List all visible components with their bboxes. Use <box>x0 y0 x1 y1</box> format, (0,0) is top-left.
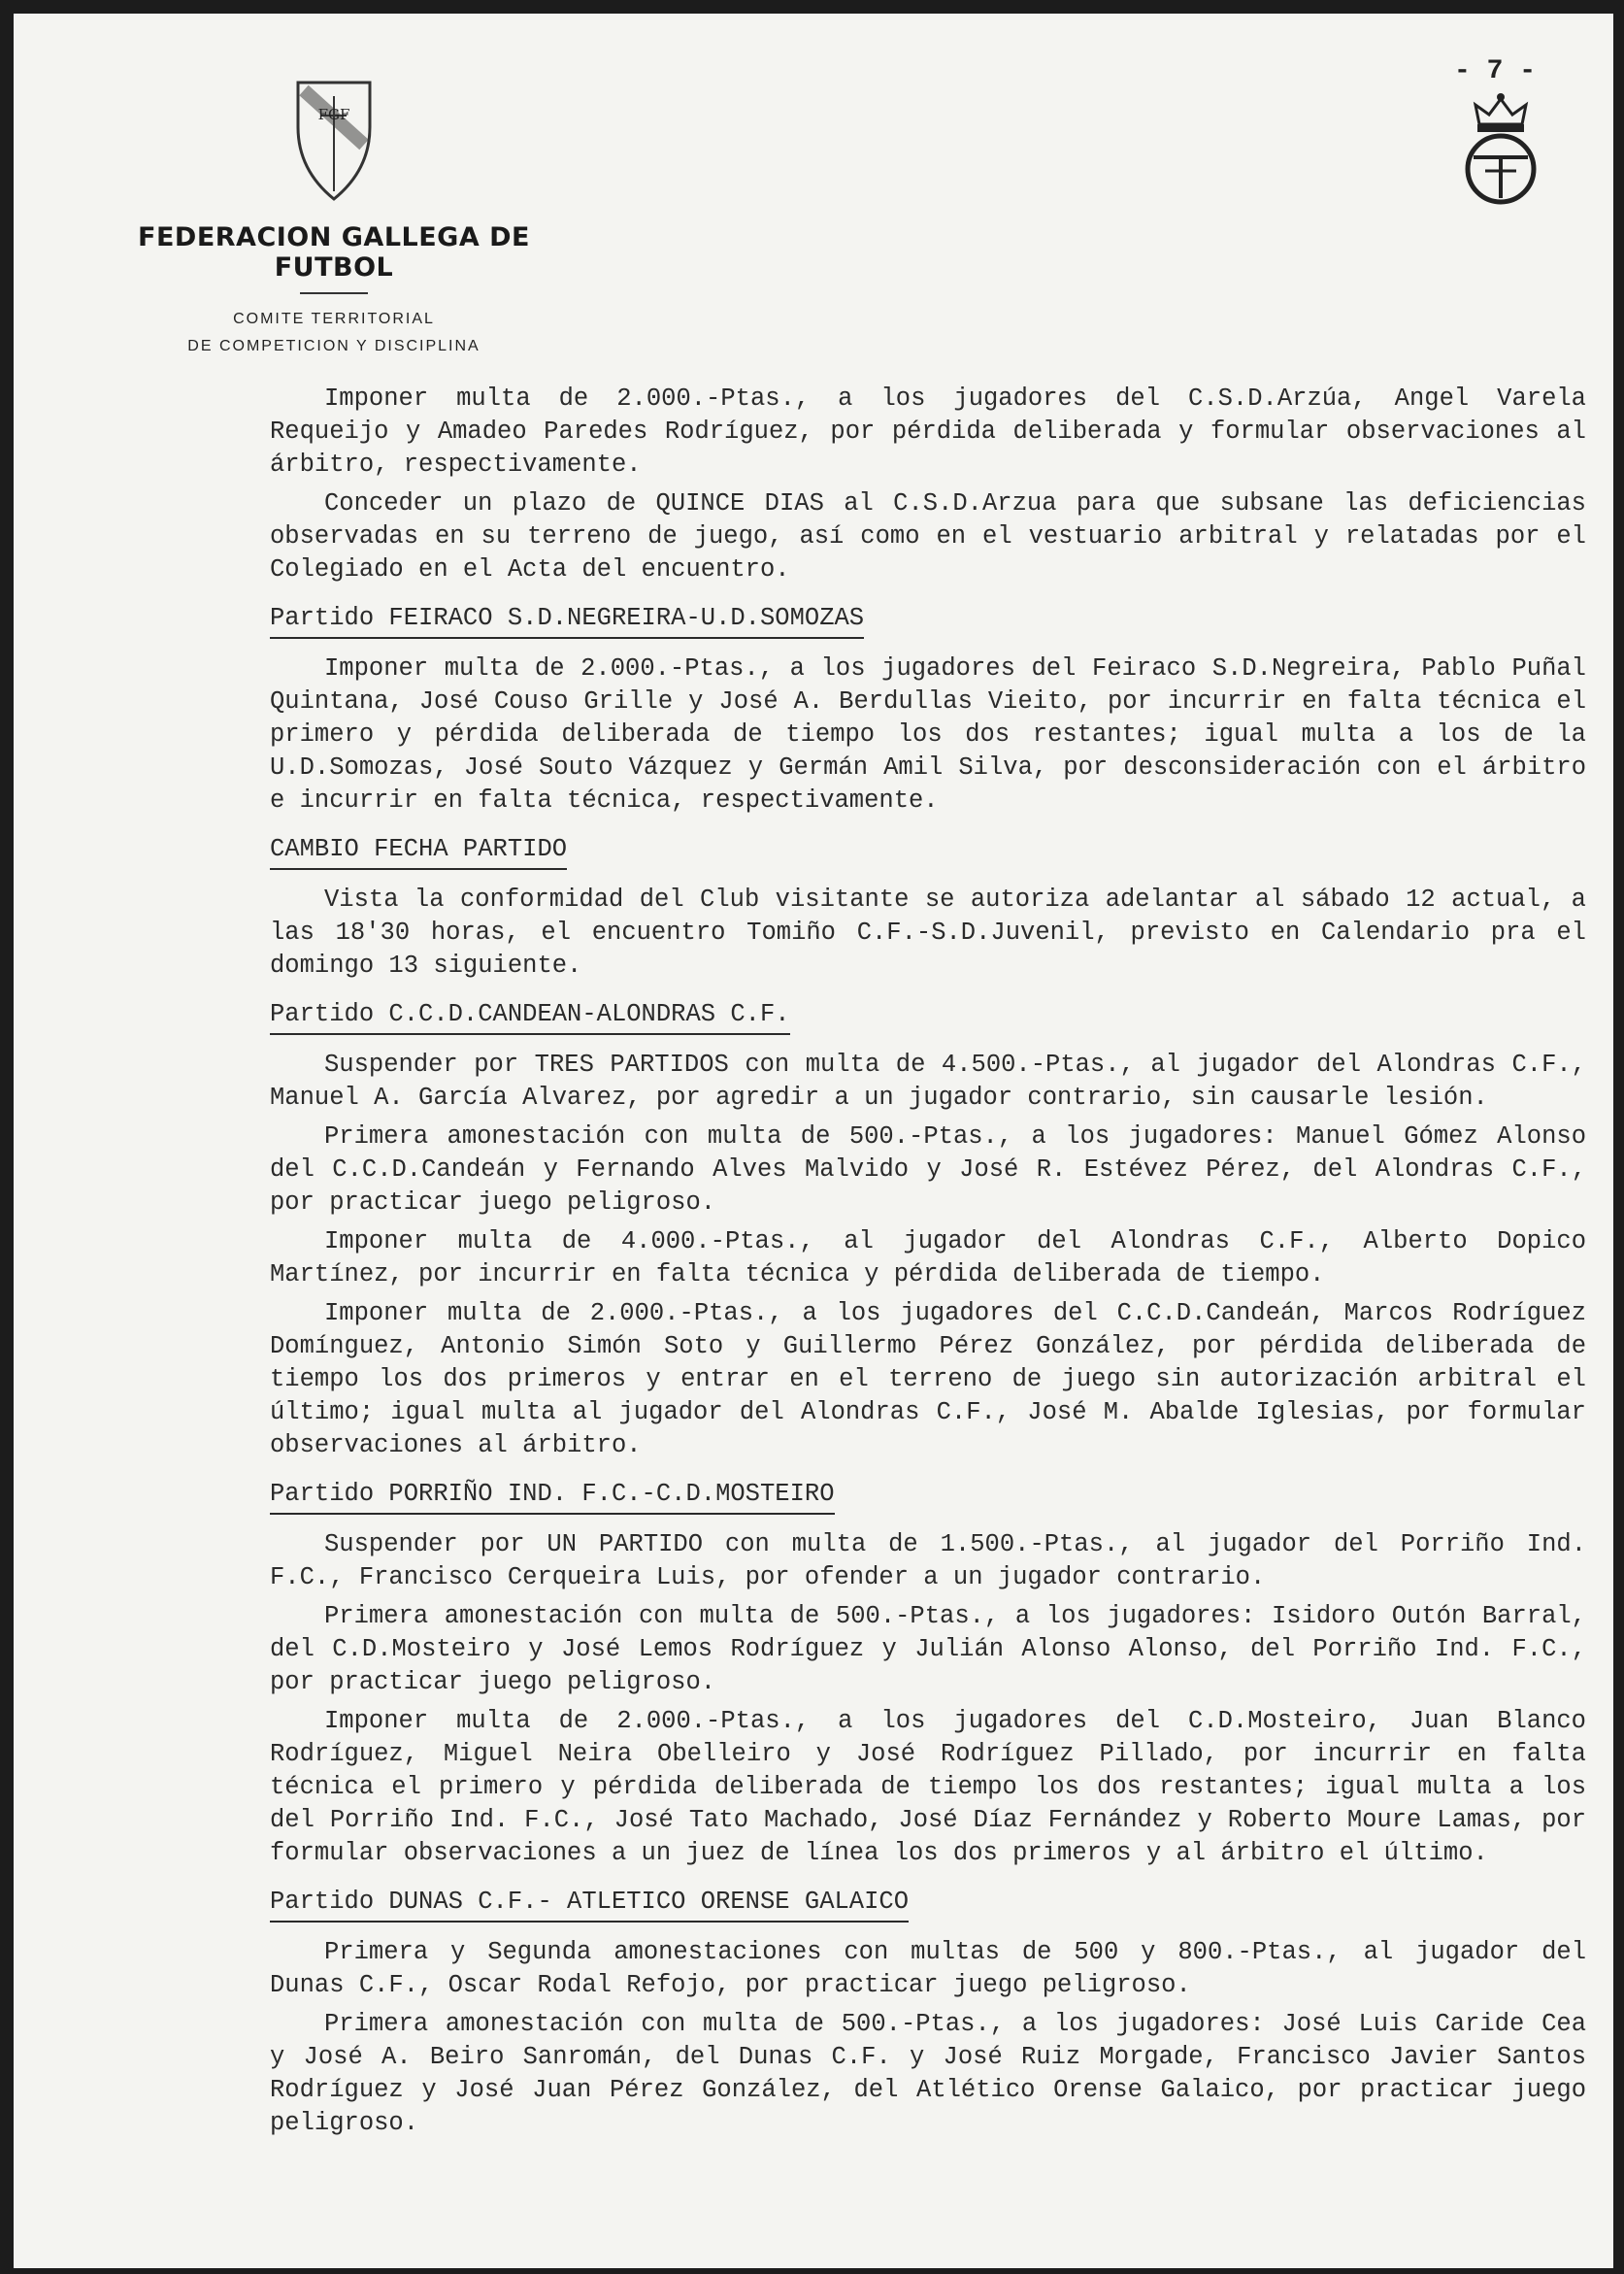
page-number: - 7 - <box>1454 56 1537 86</box>
resolutions-body <box>270 383 1586 2146</box>
resolution-paragraph: Imponer multa de 2.000.-Ptas., a los jugadores del C.D.Mosteiro, Juan Blanco Rodríguez, Miguel Neira Obelleiro y José Rodríguez Pillado, por incurrir en falta técnica el primero y pérdida deliberada de tiempo los dos restantes; igual multa a los del Porriño Ind. F.C., José Tato Machado, José Díaz Fernández y Roberto Moure Lamas, por formular observaciones a un juez de línea los dos primeros y al árbitro el último. <box>270 1707 1586 1867</box>
resolution-paragraph: Suspender por UN PARTIDO con multa de 1.500.-Ptas., al jugador del Porriño Ind. F.C., Francisco Cerqueira Luis, por ofender a un jugador contrario. <box>270 1530 1586 1591</box>
resolution-paragraph: Vista la conformidad del Club visitante se autoriza adelantar al sábado 12 actual, a las 18'30 horas, el encuentro Tomiño C.F.-S.D.Juvenil, previsto en Calendario pra el domingo 13 siguiente. <box>270 886 1586 980</box>
match-heading: Partido C.C.D.CANDEAN-ALONDRAS C.F. <box>270 998 790 1035</box>
resolution-paragraph: Suspender por TRES PARTIDOS con multa de 4.500.-Ptas., al jugador del Alondras C.F., Manuel A. García Alvarez, por agredir a un jugador contrario, sin causarle lesión. <box>270 1051 1586 1112</box>
resolution-paragraph: Primera amonestación con multa de 500.-Ptas., a los jugadores: José Luis Caride Cea y José A. Beiro Sanromán, del Dunas C.F. y José Ruiz Morgade, Francisco Javier Santos Rodríguez y José Juan Pérez González, del Atlético Orense Galaico, por practicar juego peligroso. <box>270 2010 1586 2137</box>
committee-name-line1: COMITE TERRITORIAL <box>233 311 435 327</box>
resolution-paragraph: Imponer multa de 2.000.-Ptas., a los jugadores del Feiraco S.D.Negreira, Pablo Puñal Quintana, José Couso Grille y José A. Berdullas Vieito, por incurrir en falta técnica el primero y pérdida deliberada de tiempo los dos restantes; igual multa a los de la U.D.Somozas, José Souto Vázquez y Germán Amil Silva, por desconsideración con el árbitro e incurrir en falta técnica, respectivamente. <box>270 654 1586 815</box>
section-heading: CAMBIO FECHA PARTIDO <box>270 833 567 870</box>
federation-name: FEDERACION GALLEGA DE FUTBOL <box>138 222 530 283</box>
royal-crest-logo <box>1456 89 1545 206</box>
resolution-paragraph: Primera y Segunda amonestaciones con multas de 500 y 800.-Ptas., al jugador del Dunas C.F., Oscar Rodal Refojo, por practicar juego peligroso. <box>270 1938 1586 1999</box>
resolution-paragraph: Imponer multa de 4.000.-Ptas., al jugador del Alondras C.F., Alberto Dopico Martínez, por incurrir en falta técnica y pérdida deliberada de tiempo. <box>270 1227 1586 1288</box>
match-heading: Partido DUNAS C.F.- ATLETICO ORENSE GALAICO <box>270 1886 909 1923</box>
federation-shield-logo <box>294 77 374 203</box>
document-page <box>14 14 1613 2268</box>
header-divider <box>300 292 368 294</box>
match-heading: Partido PORRIÑO IND. F.C.-C.D.MOSTEIRO <box>270 1478 835 1515</box>
letterhead <box>111 77 557 360</box>
committee-name-line2: DE COMPETICION Y DISCIPLINA <box>187 338 481 354</box>
resolution-paragraph: Imponer multa de 2.000.-Ptas., a los jugadores del C.C.D.Candeán, Marcos Rodríguez Domínguez, Antonio Simón Soto y Guillermo Pérez González, por pérdida deliberada de tiempo los dos primeros y entrar en el terreno de juego sin autorización arbitral el último; igual multa al jugador del Alondras C.F., José M. Abalde Iglesias, por formular observaciones al árbitro. <box>270 1299 1586 1459</box>
svg-text:FGF: FGF <box>317 106 350 123</box>
resolution-paragraph: Imponer multa de 2.000.-Ptas., a los jugadores del C.S.D.Arzúa, Angel Varela Requeijo y Amadeo Paredes Rodríguez, por pérdida deliberada y formular observaciones al árbitro, respectivamente. <box>270 385 1586 479</box>
resolution-paragraph: Primera amonestación con multa de 500.-Ptas., a los jugadores: Manuel Gómez Alonso del C.C.D.Candeán y Fernando Alves Malvido y José R. Estévez Pérez, del Alondras C.F., por practicar juego peligroso. <box>270 1122 1586 1217</box>
match-heading: Partido FEIRACO S.D.NEGREIRA-U.D.SOMOZAS <box>270 602 864 639</box>
resolution-paragraph: Primera amonestación con multa de 500.-Ptas., a los jugadores: Isidoro Outón Barral, del C.D.Mosteiro y José Lemos Rodríguez y Julián Alonso Alonso, del Porriño Ind. F.C., por practicar juego peligroso. <box>270 1602 1586 1696</box>
resolution-paragraph: Conceder un plazo de QUINCE DIAS al C.S.D.Arzua para que subsane las deficiencias observadas en su terreno de juego, así como en el vestuario arbitral y relatadas por el Colegiado en el Acta del encuentro. <box>270 489 1586 584</box>
